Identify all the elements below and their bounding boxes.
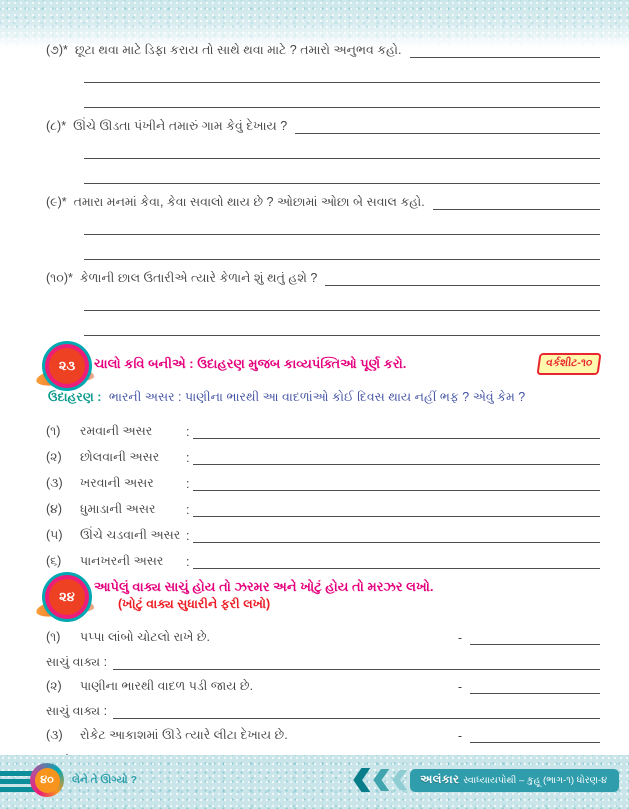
footer-content: [0, 762, 629, 798]
answer-line: [84, 210, 600, 235]
question-number: (૮)*: [46, 119, 67, 133]
item-colon: :: [186, 555, 190, 569]
fill-item-1: [46, 413, 600, 439]
footer-strip: [0, 755, 629, 809]
example-text: ભારની અસર : પાણીના ભારથી આ વાદળાંઓ કોઈ દિવસ થાય નહીં ભફ ? એવું કેમ ?: [108, 390, 526, 404]
item-number: (૧): [46, 424, 61, 438]
item-label: ધુમાડાની અસર: [80, 502, 156, 516]
section-number-badge-wrap: [40, 344, 84, 384]
answer-line: [84, 286, 600, 311]
answer-line: [193, 451, 600, 465]
dash: -: [457, 631, 462, 645]
book-title-rest: સ્વાધ્યાયપોથી – કુહૂ (ભાગ-૧) ધોરણ-૪: [463, 774, 607, 786]
answer-line: [113, 656, 600, 670]
statement-text: પપ્પા લાંબો ચોટલો રાખે છે.: [80, 630, 210, 644]
answer-line: [84, 311, 600, 336]
correct-sentence-label: સાચું વાક્ય :: [46, 704, 108, 718]
question-number: (૯)*: [46, 195, 67, 209]
question-9-row: [46, 192, 600, 210]
section-number-badge-wrap: [40, 575, 84, 615]
section-number-badge: ૨૪: [49, 579, 85, 615]
answer-line: [193, 555, 600, 569]
statement-row: [46, 719, 600, 743]
question-number: (૭)*: [46, 43, 68, 57]
worksheet-badge: વર્કશીટ-૧૦: [536, 353, 601, 375]
answer-line: [470, 729, 600, 743]
answer-line: [470, 680, 600, 694]
question-10-row: [46, 268, 600, 286]
question-10: [46, 268, 600, 336]
example-row: [48, 390, 600, 405]
item-number: (૧): [46, 630, 61, 644]
answer-line: [193, 503, 600, 517]
question-text: તમારા મનમાં કેવા, કેવા સવાલો થાય છે ? ઓછામાં ઓછા બે સવાલ કહો.: [73, 195, 425, 209]
section-subtitle: (ખોટું વાક્ય સુધારીને ફરી લખો): [118, 596, 271, 611]
section-title: ચાલો કવિ બનીએ : ઉદાહરણ મુજબ કાવ્યપંક્તિઓ પૂર્ણ કરો.: [94, 355, 407, 371]
question-7-row: [46, 40, 600, 58]
fill-item-5: [46, 517, 600, 543]
item-number: (૨): [46, 450, 62, 464]
correct-sentence-row: [46, 694, 600, 719]
answer-line: [84, 235, 600, 260]
answer-line: [295, 120, 600, 134]
item-label: પાનખરની અસર: [80, 554, 164, 568]
correct-sentence-label: સાચું વાક્ય :: [46, 655, 108, 669]
answer-line: [84, 58, 600, 83]
item-number: (૩): [46, 476, 63, 490]
statement-row: [46, 621, 600, 645]
item-colon: :: [186, 529, 190, 543]
item-label: છોલવાની અસર: [80, 450, 160, 464]
chevron-left-icon: [373, 769, 389, 791]
book-brand: અલંકાર: [420, 773, 460, 786]
statement-text: રોકેટ આકાશમાં ઊડે ત્યારે લીટા દેખાય છે.: [80, 728, 288, 742]
statement-row: [46, 670, 600, 694]
answer-line: [410, 44, 600, 58]
answer-line: [193, 529, 600, 543]
item-label: રમવાની અસર: [80, 424, 153, 438]
question-9: [46, 192, 600, 260]
true-false-item-2: [46, 670, 600, 719]
item-colon: :: [186, 451, 190, 465]
question-text: ઊંચે ઊડતા પંખીને તમારું ગામ કેવું દેખાય ?: [73, 119, 288, 133]
item-number: (૩): [46, 728, 63, 742]
fill-item-2: [46, 439, 600, 465]
dash: -: [457, 680, 462, 694]
answer-line: [84, 134, 600, 159]
question-number: (૧૦)*: [46, 271, 73, 285]
answer-line: [113, 705, 600, 719]
correct-sentence-row: [46, 645, 600, 670]
item-number: (૨): [46, 679, 62, 693]
example-label: ઉદાહરણ :: [48, 390, 102, 404]
dash: -: [457, 729, 462, 743]
section-title: આપેલું વાક્ય સાચું હોય તો ઝરમર અને ખોટું હોય તો મરઝર લખો.: [94, 579, 434, 595]
page-number-badge: [30, 763, 64, 797]
true-false-item-1: [46, 621, 600, 670]
section-24-heading: [40, 575, 600, 615]
book-title-pill: [410, 769, 619, 792]
item-number: (૫): [46, 528, 63, 542]
item-label: ઊંચે ચડવાની અસર: [80, 528, 181, 542]
item-label: ખરવાની અસર: [80, 476, 154, 490]
answer-line: [84, 83, 600, 108]
fill-item-4: [46, 491, 600, 517]
item-colon: :: [186, 477, 190, 491]
chapter-title: લેને તે ઊગ્યો ?: [72, 773, 137, 786]
fill-item-6: [46, 543, 600, 569]
answer-line: [193, 425, 600, 439]
section-title-block: [84, 578, 434, 612]
answer-line: [470, 631, 600, 645]
chevron-left-icon: [353, 768, 370, 792]
answer-line: [325, 272, 600, 286]
fill-item-3: [46, 465, 600, 491]
question-text: છૂટા થવા માટે ડિફા કરાય તો સાથે થવા માટે ? તમારો અનુભવ કહો.: [74, 43, 402, 57]
item-number: (૪): [46, 502, 63, 516]
question-7: [46, 40, 600, 108]
footer-right-group: [353, 768, 619, 792]
section-number-badge: ૨૩: [49, 348, 85, 384]
item-colon: :: [186, 503, 190, 517]
answer-line: [433, 196, 600, 210]
question-8: [46, 116, 600, 184]
answer-line: [84, 159, 600, 184]
statement-text: પાણીના ભારથી વાદળ પડી જાય છે.: [80, 679, 254, 693]
question-8-row: [46, 116, 600, 134]
item-number: (૬): [46, 554, 62, 568]
page-number: ૪૦: [35, 768, 60, 793]
answer-line: [193, 477, 600, 491]
chevron-left-icon: [392, 770, 407, 790]
question-text: કેળાની છાલ ઉતારીએ ત્યારે કેળાને શું થતું હશે ?: [79, 271, 318, 285]
section-23-heading: [40, 344, 600, 384]
item-colon: :: [186, 425, 190, 439]
